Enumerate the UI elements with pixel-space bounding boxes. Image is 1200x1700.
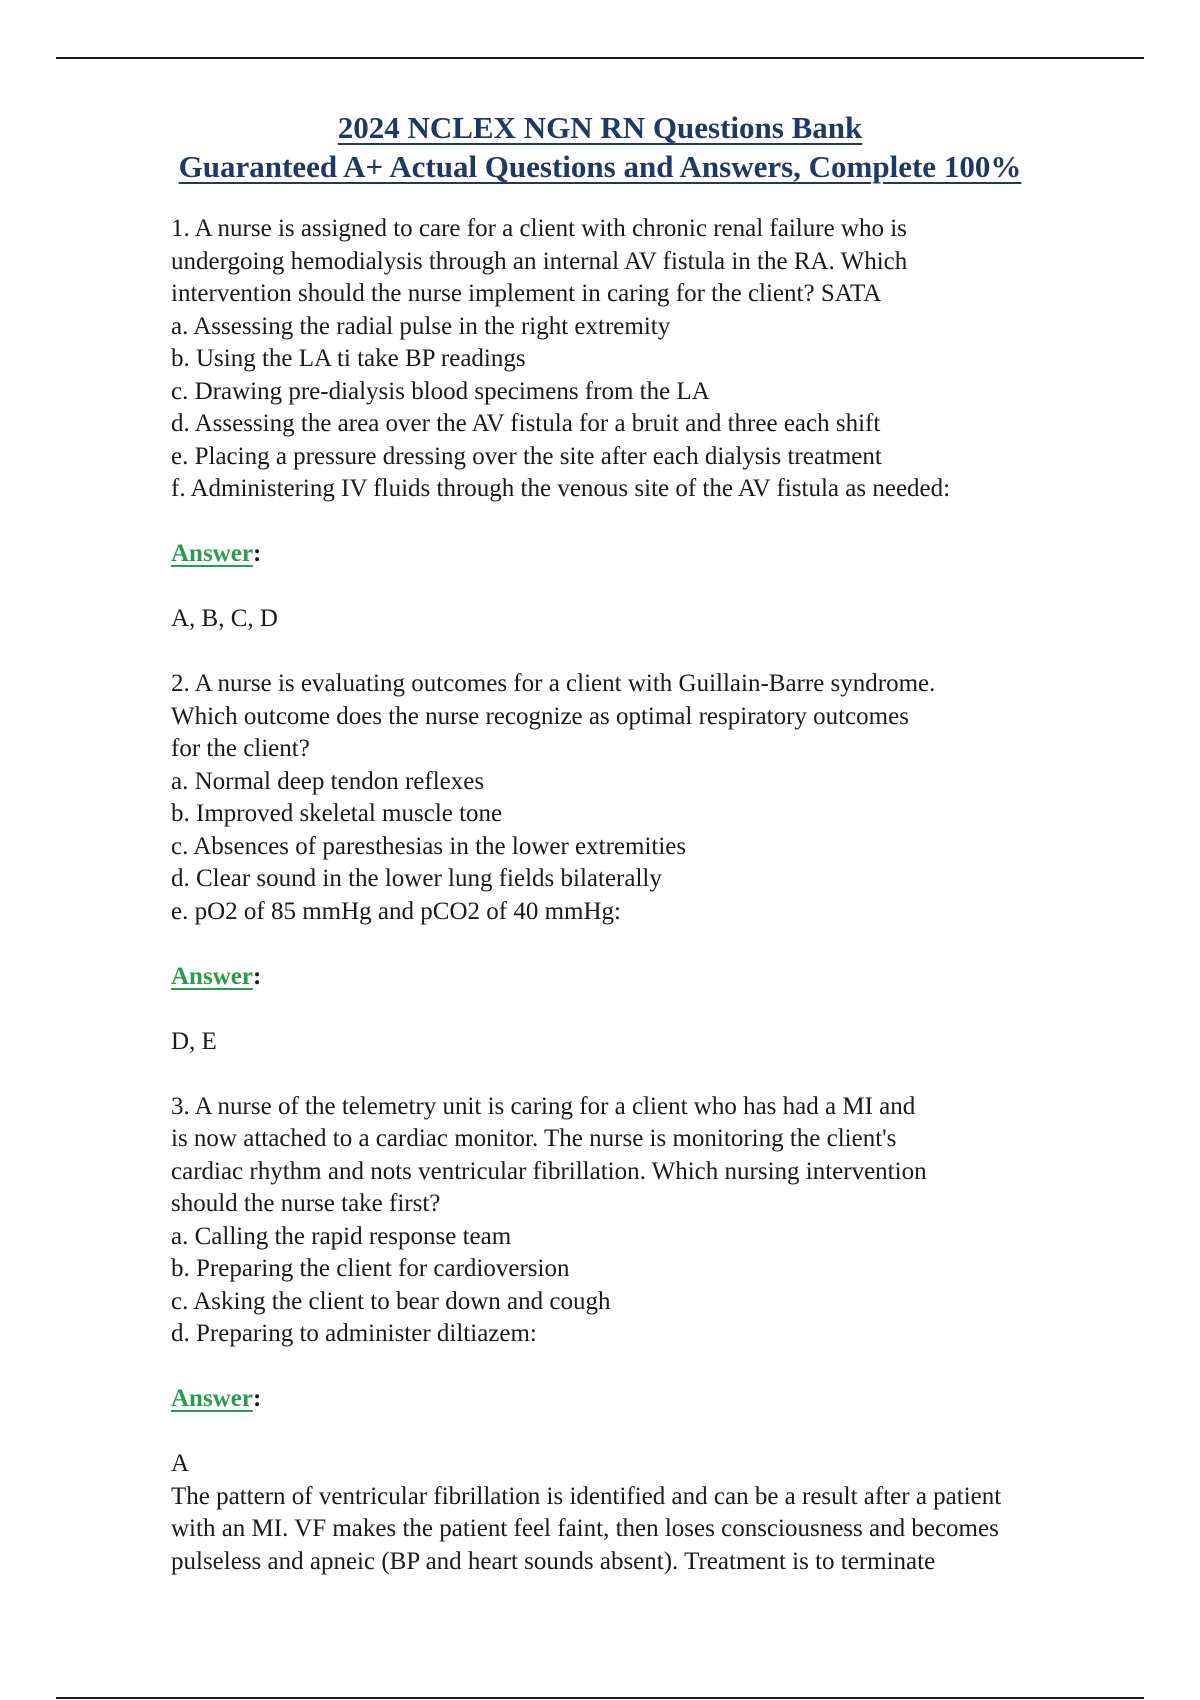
answer-option: e. Placing a pressure dressing over the site after each dialysis treatment: [171, 442, 882, 470]
answer-option: e. pO2 of 85 mmHg and pCO2 of 40 mmHg:: [171, 897, 621, 925]
answer-key: D, E: [171, 1027, 217, 1055]
question-stem-line: intervention should the nurse implement in caring for the client? SATA: [171, 280, 882, 307]
answer-colon: :: [252, 962, 262, 990]
answer-option: b. Improved skeletal muscle tone: [171, 800, 503, 827]
question-stem-line: 3. A nurse of the telemetry unit is caring for a client who has had a MI and: [171, 1092, 916, 1120]
answer-colon: :: [252, 540, 262, 567]
answer-explanation-line: with an MI. VF makes the patient feel faint, then loses consciousness and becomes: [171, 1515, 999, 1542]
question-stem-line: should the nurse take first?: [171, 1190, 441, 1217]
answer-heading: [171, 1383, 1121, 1416]
bottom-divider: [56, 1697, 1144, 1699]
answer-option: d. Preparing to administer diltiazem:: [171, 1320, 537, 1347]
question-1: [171, 213, 1121, 668]
question-stem-line: 1. A nurse is assigned to care for a client with chronic renal failure who is: [171, 215, 907, 242]
question-stem-line: is now attached to a cardiac monitor. The nurse is monitoring the client's: [171, 1125, 897, 1152]
answer-option: a. Normal deep tendon reflexes: [171, 767, 485, 795]
answer-colon: :: [252, 1385, 262, 1412]
question-list: [171, 213, 1121, 1578]
question-stem-line: Which outcome does the nurse recognize as optimal respiratory outcomes: [171, 702, 909, 730]
answer-option: f. Administering IV fluids through the venous site of the AV fistula as needed:: [171, 475, 951, 502]
question-stem-line: undergoing hemodialysis through an internal AV fistula in the RA. Which: [171, 247, 908, 275]
answer-option: c. Drawing pre-dialysis blood specimens from the LA: [171, 377, 710, 405]
question-stem-line: for the client?: [171, 735, 310, 762]
question-stem-line: 2. A nurse is evaluating outcomes for a client with Guillain-Barre syndrome.: [171, 670, 936, 697]
document-subtitle: Guaranteed A+ Actual Questions and Answers, Complete 100%: [178, 149, 1022, 184]
answer-option: b. Preparing the client for cardioversion: [171, 1255, 570, 1282]
answer-option: d. Clear sound in the lower lung fields bilaterally: [171, 865, 662, 892]
answer-explanation-line: pulseless and apneic (BP and heart sounds absent). Treatment is to terminate: [171, 1547, 936, 1575]
question-2: [171, 668, 1121, 1091]
answer-key: A, B, C, D: [171, 605, 278, 632]
top-divider: [56, 57, 1144, 59]
answer-option: c. Asking the client to bear down and cough: [171, 1287, 611, 1315]
answer-option: b. Using the LA ti take BP readings: [171, 345, 526, 372]
answer-option: d. Assessing the area over the AV fistula for a bruit and three each shift: [171, 410, 881, 437]
answer-option: a. Assessing the radial pulse in the right extremity: [171, 312, 671, 340]
answer-label: Answer: [171, 962, 253, 990]
answer-label: Answer: [171, 540, 253, 567]
answer-key: A: [171, 1450, 190, 1477]
answer-label: Answer: [171, 1385, 253, 1412]
question-3: [171, 1091, 1121, 1579]
answer-option: c. Absences of paresthesias in the lower extremities: [171, 832, 687, 860]
question-stem-line: cardiac rhythm and nots ventricular fibrillation. Which nursing intervention: [171, 1157, 927, 1185]
answer-heading: [171, 538, 1121, 571]
answer-explanation-line: The pattern of ventricular fibrillation is identified and can be a result after a patient: [171, 1482, 1002, 1510]
answer-option: a. Calling the rapid response team: [171, 1222, 512, 1250]
answer-heading: [171, 961, 1121, 994]
document-title: 2024 NCLEX NGN RN Questions Bank: [337, 110, 863, 145]
